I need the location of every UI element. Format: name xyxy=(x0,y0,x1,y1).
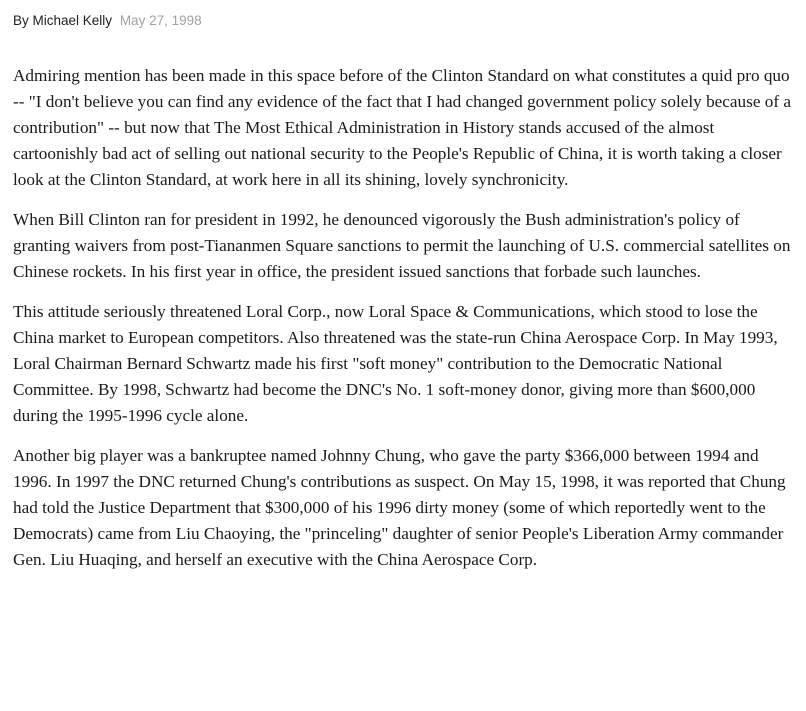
article-body xyxy=(13,63,791,587)
byline xyxy=(13,12,202,30)
paragraph-1: Admiring mention has been made in this space before of the Clinton Standard on what constitutes a quid pro quo -- "I don't believe you can find any evidence of the fact that I had changed government policy solely because of a contribution" -- but now that The Most Ethical Administration in History stands accused of the almost cartoonishly bad act of selling out national security to the People's Republic of China, it is worth taking a closer look at the Clinton Standard, at work here in all its shining, lovely synchronicity. xyxy=(13,66,791,189)
paragraph-2: When Bill Clinton ran for president in 1992, he denounced vigorously the Bush administration's policy of granting waivers from post-Tiananmen Square sanctions to permit the launching of U.S. commercial satellites on Chinese rockets. In his first year in office, the president issued sanctions that forbade such launches. xyxy=(13,210,791,281)
author-name: By Michael Kelly xyxy=(13,13,113,28)
publish-date: May 27, 1998 xyxy=(119,13,202,28)
paragraph-3: This attitude seriously threatened Loral Corp., now Loral Space & Communications, which stood to lose the China market to European competitors. Also threatened was the state-run China Aerospace Corp. In May 1993, Loral Chairman Bernard Schwartz made his first "soft money" contribution to the Democratic National Committee. By 1998, Schwartz had become the DNC's No. 1 soft-money donor, giving more than $600,000 during the 1995-1996 cycle alone. xyxy=(13,302,778,425)
paragraph-4: Another big player was a bankruptee named Johnny Chung, who gave the party $366,000 between 1994 and 1996. In 1997 the DNC returned Chung's contributions as suspect. On May 15, 1998, it was reported that Chung had told the Justice Department that $300,000 of his 1996 dirty money (some of which reportedly went to the Democrats) came from Liu Chaoying, the "princeling" daughter of senior People's Liberation Army commander Gen. Liu Huaqing, and herself an executive with the China Aerospace Corp. xyxy=(13,446,786,569)
